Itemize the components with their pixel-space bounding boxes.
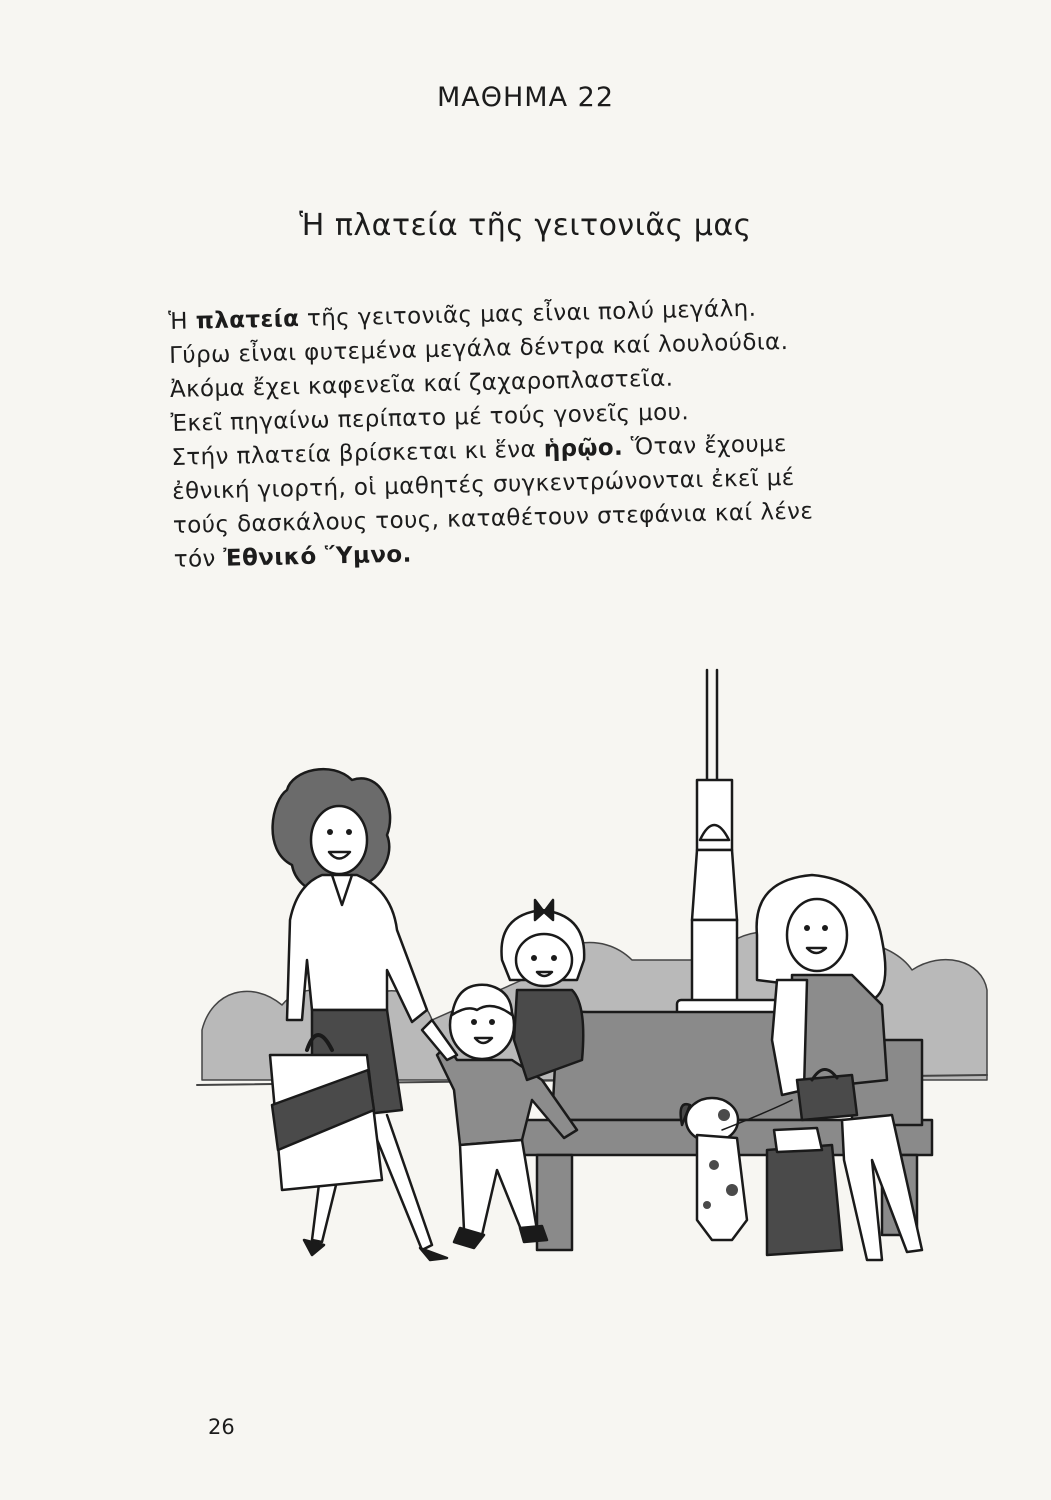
bold-term-square: πλατεία bbox=[195, 306, 300, 335]
lesson-body-text bbox=[168, 286, 1004, 577]
handbag bbox=[797, 1075, 857, 1120]
text-line-2: Γύρω εἶναι φυτεμένα μεγάλα δέντρα καί λουλούδια. bbox=[168, 328, 789, 369]
park-bench-illustration bbox=[192, 660, 992, 1350]
text-line-3: Ἀκόμα ἔχει καφενεῖα καί ζαχαροπλαστεῖα. bbox=[169, 365, 674, 403]
text-segment: τῆς γειτονιᾶς μας εἶναι πολύ μεγάλη. bbox=[298, 295, 757, 333]
text-line-4: Ἐκεῖ πηγαίνω περίπατο μέ τούς γονεῖς μου. bbox=[170, 399, 690, 437]
bold-term-anthem: Ἐθνικό Ὕμνο. bbox=[223, 541, 413, 572]
lesson-title: Ἡ πλατεία τῆς γειτονιᾶς μας bbox=[299, 208, 752, 243]
shopping-bag-right bbox=[767, 1145, 842, 1255]
text-line-6: ἐθνική γιορτή, οἱ μαθητές συγκεντρώνονται ἐκεῖ μέ bbox=[171, 464, 795, 505]
page-number: 26 bbox=[208, 1415, 235, 1439]
bold-term-monument: ἡρῷο. bbox=[543, 434, 624, 463]
text-line-7: τούς δασκάλους τους, καταθέτουν στεφάνια καί λένε bbox=[172, 498, 814, 539]
dog-body bbox=[697, 1135, 747, 1240]
lesson-heading: ΜΑΘΗΜΑ 22 bbox=[436, 82, 615, 113]
monument-pole bbox=[692, 670, 737, 1020]
shopping-bag bbox=[270, 1035, 382, 1190]
mother-face bbox=[311, 806, 367, 874]
mother-left-figure bbox=[270, 769, 447, 1260]
text-segment: Στήν πλατεία βρίσκεται κι ἕνα bbox=[171, 436, 545, 471]
text-segment: Ἡ bbox=[168, 308, 197, 335]
text-segment: τόν bbox=[173, 545, 224, 573]
boy-trousers bbox=[460, 1140, 537, 1235]
text-segment: Ὅταν ἔχουμε bbox=[622, 430, 788, 461]
